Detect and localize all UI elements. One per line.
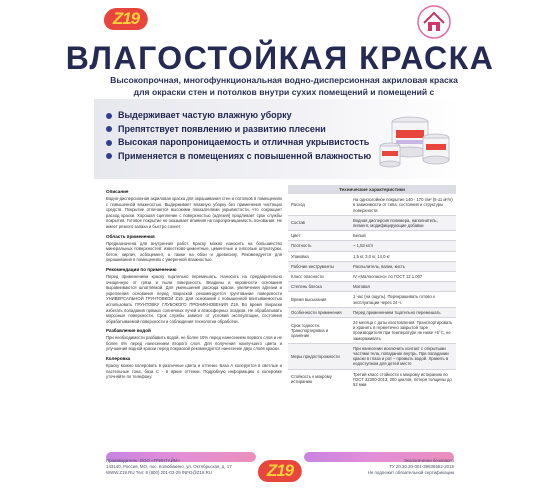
table-row: Степень блеска Матовая [288,282,456,292]
brand-logo-text: Z19 [112,9,140,28]
table-row: Плотность ~ 1,53 кг/л [288,241,456,251]
section-heading: Разбавление водой [106,328,151,334]
section-heading: Рекомендации по применению [106,266,177,272]
page-subtitle: Высокопрочная, многофункциональная водно-дисперсионная акриловая краска для окраски стен и потолков внутри сухих помещений и помещений с [110,75,458,97]
section-heading: Описание [106,189,129,194]
feature-item: Высокая паропроницаемость и отличная укрывистость [106,136,462,150]
spec-table [288,185,456,389]
page-title: ВЛАГОСТОЙКАЯ КРАСКА [65,40,495,76]
section-heading: Область применения [106,233,155,239]
feature-item: Применяется в помещениях с повышенной влажностью [106,150,462,164]
bullet-icon [106,113,112,119]
paint-buckets-image [376,104,456,174]
table-row: Стойкость к мокрому истиранию Третий класс стойкости к мокрому истиранию по ГОСТ 32300-2013, 200 циклов, потеря толщины до 52 мкм [288,369,456,389]
footer [0,452,560,504]
table-row: Класс опасности IV «Малоопасно» по ГОСТ 12.1.007 [288,272,456,282]
feature-item: Выдерживает частую влажную уборку [106,109,462,123]
description-column [106,185,282,382]
footer-logo-text: Z19 [266,461,294,480]
table-row: Рабочие инструменты Распылитель, валик, кисть [288,261,456,271]
section-text: Перед применением краску тщательно перемешать. Наносить на предварительно очищенную от грязи и пыли поверхность. Впадины и неровности основания выравниваются шпатлёвкой. Для уменьшения расхода краски, увеличения адгезии и укрепления основания перед покраской рекомендуется грунтование поверхности УНИВЕРСАЛЬНОЙ ГРУНТОВКОЙ Z19. Для оснований с повышенной впитываемостью использовать ГРУНТОВКУ ГЛУБОКОГО ПРОНИКНОВЕНИЯ Z19. Во время покраски избегать попадания прямых солнечных лучей и атмосферных осадков. Не обрабатывать морозные поверхности. Срок службы зависит от условий эксплуатации, состояния обрабатываемой поверхности и соблюдения технологии обработки. [106,273,282,324]
table-row: Расход На однослойное покрытие 140 - 170 г/м² (5-11 м²/л) в зависимости от типа, состояния и структуры поверхности [288,195,456,216]
footer-certification: Экологически безопасно ТУ 20.30.20-001-39636552-2019 Не подлежит обязательной сертификации [367,458,454,475]
table-row: Цвет Белый [288,231,456,241]
bullet-icon [106,140,112,146]
footer-manufacturer: Производитель: ООО «ГРИНТАЙМ» 143140, Россия, МО, пос. Колюбакино, ул. Октябрьская, д. 17 WWW.Z19.RU Тел: 8 (800) 201-03-29 INFO@Z19.RU [106,458,232,475]
bullet-icon [106,153,112,159]
table-row: Меры предосторожности При нанесении исключить контакт с открытыми частями тела, попадание внутрь. При попадании краски в глаза и рот – промыть водой. Хранить в недоступном для детей месте [288,343,456,369]
section-text: При необходимости разбавить водой, не более 10% перед нанесением первого слоя и не более 5% перед нанесением второго слоя. Для получения наилучшего цвета и улучшения водной краски перед покраской рекомендуется нанесение двух слоёв краски. [106,335,282,352]
house-badge-icon [416,4,452,40]
section-heading: Колеровка [106,356,131,362]
brand-logo [104,6,148,32]
table-row: Срок годности. Транспортировка и хранение 24 месяца с даты изготовления. Транспортировать и хранить в герметично закрытой таре производителя при температуре не ниже +5°С, не замораживать [288,318,456,344]
bullet-icon [106,126,112,132]
section-text: Водно-дисперсионная акриловая краска для окрашивания стен и потолков в помещениях с повышенной влажностью. Выдерживает влажную уборку без применения чистящих средств. Покрытие отличается высокими показателями укрывистости, что сокращает расход краски. Хорошая сцепление с поверхностью (адгезия) продлевает срок службы покрытия. Готовое покрытие не оказывает влияния на паропроницаемость основания. Не имеет резкого запаха и быстро сохнет. [106,196,282,229]
table-row: Особенности применения Перед применением тщательно перемешать [288,307,456,317]
table-row: Упаковка 1,5 кг, 3,0 кг, 14,0 кг [288,251,456,261]
table-row: Состав Водная дисперсия полимера, наполнитель, пигмент, модифицирующие добавки [288,215,456,230]
table-row: Время высыхания 1 час (на ощупь). Перекрашивать готово к эксплуатации через 24 ч. [288,292,456,307]
section-text: Предназначена для внутренних работ. Краску можно наносить на большинство минеральных поверхностей: известково-цементные, цементные и гипсовые штукатурки, бетон, кирпич, асбоцемент, а также на обои и древесину. Рекомендуется для окрашивания в помещениях с умеренной влажностью. [106,240,282,263]
feature-item: Препятствует появлению и развитию плесени [106,123,462,137]
footer-logo [258,458,302,484]
section-text: Краску можно колеровать в различные цвета и оттенки. База А колеруется в светлые и пастельные тона, база С - в яркие оттенки. Подробную информацию о колеровке уточняйте по телефону. [106,363,282,380]
spec-table-header: Технические характеристики [288,185,456,195]
